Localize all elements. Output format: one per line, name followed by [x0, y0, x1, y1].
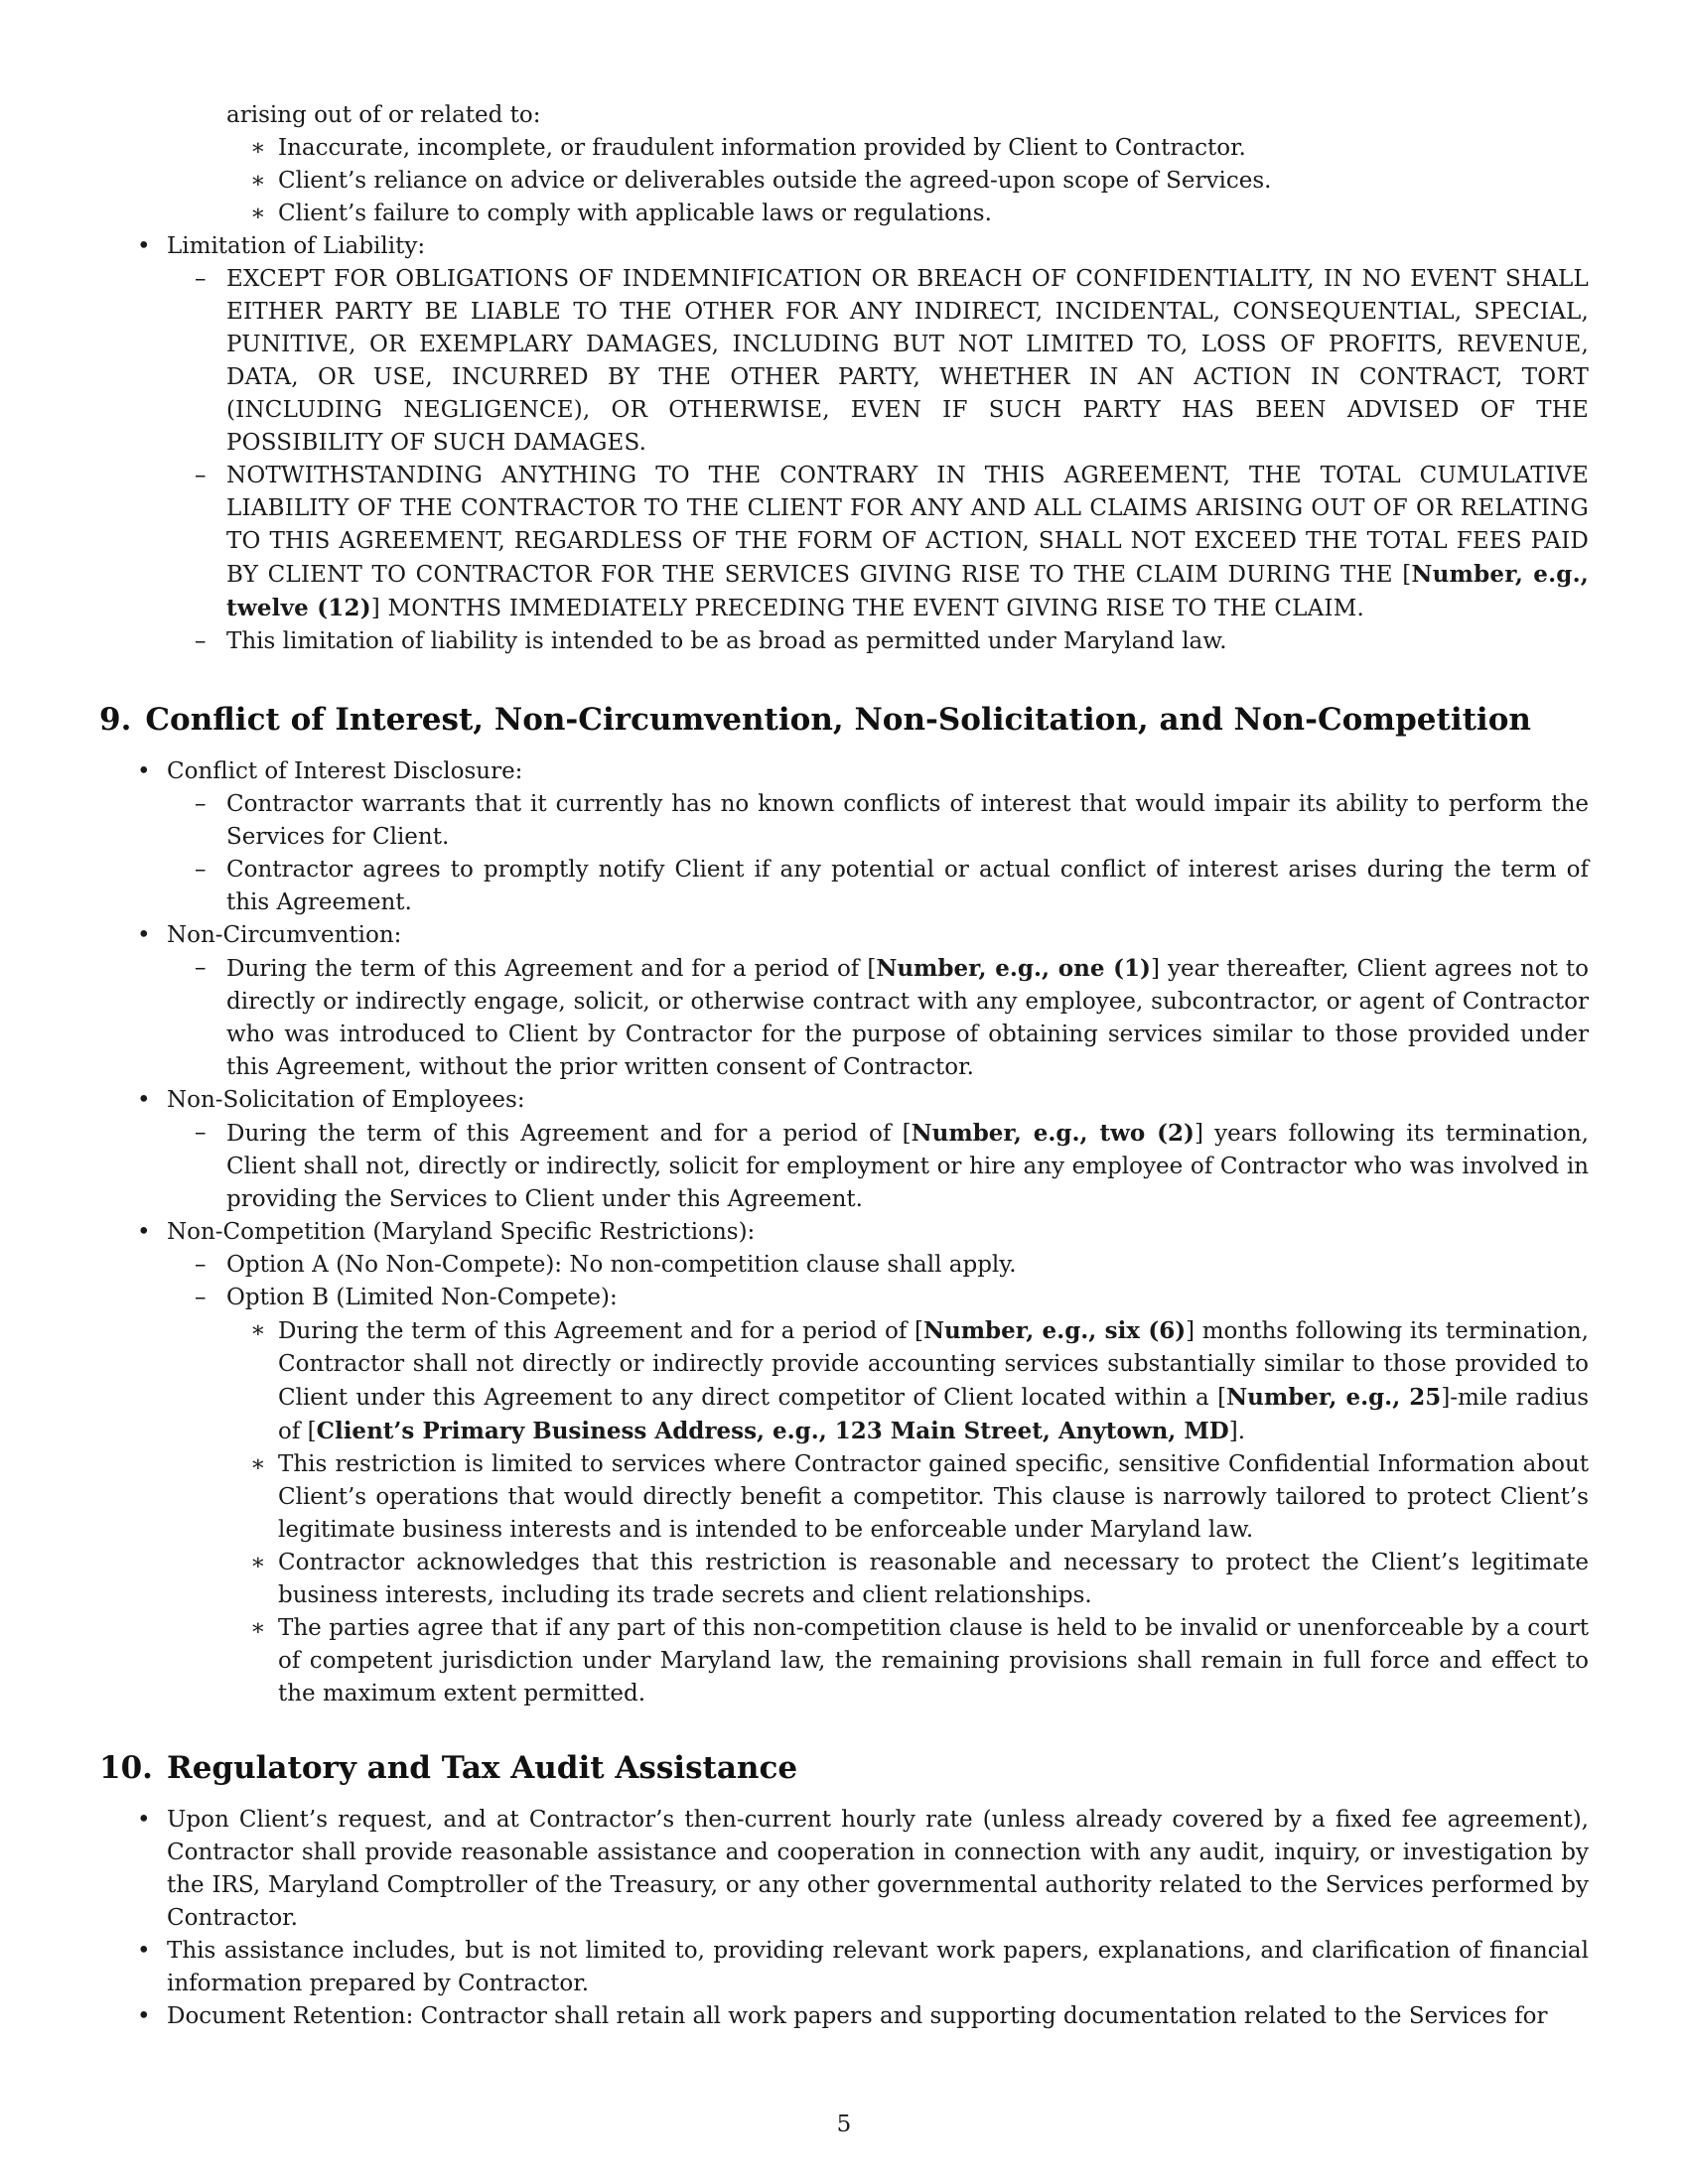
limitation-clause-1: – EXCEPT FOR OBLIGATIONS OF INDEMNIFICATION OR BREACH OF CONFIDENTIALITY, IN NO EVENT SHALL EITHER PARTY BE LIABLE TO THE OTHER FOR ANY INDIRECT, INCIDENTAL, CONSEQUENTIAL, SPECIAL, PUNITIVE, OR EXEMPLARY DAMAGES, INCLUDING BUT NOT LIMITED TO, LOSS OF PROFITS, REVENUE, DATA, OR USE, INCURRED BY THE OTHER PARTY, WHETHER IN AN ACTION IN CONTRACT, TORT (INCLUDING NEGLIGENCE), OR OTHERWISE, EVEN IF SUCH PARTY HAS BEEN ADVISED OF THE POSSIBILITY OF SUCH DAMAGES. [99, 263, 1589, 460]
list-item: • Upon Client’s request, and at Contractor’s then-current hourly rate (unless already covered by a fixed fee agreement), Contractor shall provide reasonable assistance and cooperation in connection with any audit, inquiry, or investigation by the IRS, Maryland Comptroller of the Treasury, or any other governmental authority related to the Services performed by Contractor. [99, 1804, 1589, 1935]
list-item: • Document Retention: Contractor shall retain all work papers and supporting documentation related to the Services for [99, 2000, 1589, 2033]
asterisk-bullet-icon: ∗ [250, 1615, 266, 1641]
non-circumvention-clause: – During the term of this Agreement and for a period of [Number, e.g., one (1)] year thereafter, Client agrees not to directly or indirectly engage, solicit, or otherwise contract with any employee, subcontractor, or agent of Contractor who was introduced to Client by Contractor for the purpose of obtaining services similar to those provided under this Agreement, without the prior written consent of Contractor. [99, 952, 1589, 1084]
dash-bullet-icon: – [195, 1252, 207, 1278]
dash-bullet-icon: – [195, 791, 207, 817]
indemnification-item: ∗ Inaccurate, incomplete, or fraudulent information provided by Client to Contractor. [99, 132, 1589, 165]
indemnification-lead: arising out of or related to: [226, 102, 541, 128]
bullet-icon: • [137, 922, 151, 948]
list-item-non-solicitation: • Non-Solicitation of Employees: [99, 1084, 1589, 1117]
coi-clause-1: – Contractor warrants that it currently has no known conflicts of interest that would impair its ability to perform the Services for Client. [99, 788, 1589, 854]
placeholder-term: Number, e.g., two (2) [911, 1120, 1195, 1147]
dash-bullet-icon: – [195, 1285, 207, 1310]
bullet-icon: • [137, 1807, 151, 1833]
dash-bullet-icon: – [195, 628, 207, 654]
limitation-clause-3: – This limitation of liability is intended to be as broad as permitted under Maryland law. [99, 625, 1589, 658]
indemnification-item: ∗ Client’s reliance on advice or deliverables outside the agreed-upon scope of Services. [99, 165, 1589, 198]
bullet-icon: • [137, 1087, 151, 1113]
option-b: – Option B (Limited Non-Compete): [99, 1282, 1589, 1314]
dash-bullet-icon: – [195, 857, 207, 883]
placeholder-term: Client’s Primary Business Address, e.g., 123 Main Street, Anytown, MD [316, 1418, 1229, 1444]
section-heading-9: 9. Conflict of Interest, Non-Circumvention, Non-Solicitation, and Non-Competition [99, 702, 1531, 738]
dash-bullet-icon: – [195, 955, 207, 981]
asterisk-bullet-icon: ∗ [250, 1550, 266, 1575]
dash-bullet-icon: – [195, 266, 207, 292]
limitation-clause-2: – NOTWITHSTANDING ANYTHING TO THE CONTRARY IN THIS AGREEMENT, THE TOTAL CUMULATIVE LIABILITY OF THE CONTRACTOR TO THE CLIENT FOR ANY AND ALL CLAIMS ARISING OUT OF OR RELATING TO THIS AGREEMENT, REGARDLESS OF THE FORM OF ACTION, SHALL NOT EXCEED THE TOTAL FEES PAID BY CLIENT TO CONTRACTOR FOR THE SERVICES GIVING RISE TO THE CLAIM DURING THE [Number, e.g., twelve (12)] MONTHS IMMEDIATELY PRECEDING THE EVENT GIVING RISE TO THE CLAIM. [99, 460, 1589, 625]
bullet-icon: • [137, 1938, 151, 1964]
bullet-icon: • [137, 2003, 151, 2029]
option-b-item: ∗ Contractor acknowledges that this restriction is reasonable and necessary to protect the Client’s legitimate business interests, including its trade secrets and client relationships. [99, 1547, 1589, 1612]
asterisk-bullet-icon: ∗ [250, 1317, 266, 1343]
bullet-icon: • [137, 758, 151, 784]
list-item-non-circumvention: • Non-Circumvention: [99, 919, 1589, 952]
asterisk-bullet-icon: ∗ [250, 168, 266, 194]
indemnification-item: ∗ Client’s failure to comply with applicable laws or regulations. [99, 198, 1589, 230]
bullet-icon: • [137, 233, 151, 259]
option-b-item: ∗ The parties agree that if any part of this non-competition clause is held to be invalid or unenforceable by a court of competent jurisdiction under Maryland law, the remaining provisions shall remain in full force and effect to the maximum extent permitted. [99, 1612, 1589, 1710]
dash-bullet-icon: – [195, 463, 207, 488]
asterisk-bullet-icon: ∗ [250, 135, 266, 161]
list-item-limitation-of-liability: • Limitation of Liability: [99, 230, 1589, 263]
option-b-item: ∗ This restriction is limited to services where Contractor gained specific, sensitive Confidential Information about Client’s operations that would directly benefit a competitor. This clause is narrowly tailored to protect Client’s legitimate business interests and is intended to be enforceable under Maryland law. [99, 1448, 1589, 1547]
section-heading-10: 10. Regulatory and Tax Audit Assistance [99, 1750, 798, 1786]
option-a: – Option A (No Non-Compete): No non-competition clause shall apply. [99, 1249, 1589, 1282]
placeholder-term: Number, e.g., twelve (12) [226, 561, 1589, 621]
dash-bullet-icon: – [195, 1120, 207, 1146]
page-content [99, 99, 1589, 2033]
non-solicitation-clause: – During the term of this Agreement and for a period of [Number, e.g., two (2)] years following its termination, Client shall not, directly or indirectly, solicit for employment or hire any employee of Contractor who was involved in providing the Services to Client under this Agreement. [99, 1117, 1589, 1216]
placeholder-term: Number, e.g., 25 [1226, 1384, 1442, 1411]
list-item: • This assistance includes, but is not limited to, providing relevant work papers, explanations, and clarification of financial information prepared by Contractor. [99, 1935, 1589, 2000]
list-item-conflict-of-interest: • Conflict of Interest Disclosure: [99, 755, 1589, 788]
asterisk-bullet-icon: ∗ [250, 201, 266, 226]
page-number: 5 [836, 2112, 852, 2137]
bullet-icon: • [137, 1219, 151, 1245]
coi-clause-2: – Contractor agrees to promptly notify Client if any potential or actual conflict of interest arises during the term of this Agreement. [99, 854, 1589, 919]
list-item-non-competition: • Non-Competition (Maryland Specific Restrictions): [99, 1216, 1589, 1249]
option-b-item: ∗ During the term of this Agreement and for a period of [Number, e.g., six (6)] months following its termination, Contractor shall not directly or indirectly provide accounting services substantially similar to those provided to Client under this Agreement to any direct competitor of Client located within a [Number, e.g., 25]-mile radius of [Client’s Primary Business Address, e.g., 123 Main Street, Anytown, MD]. [99, 1314, 1589, 1448]
asterisk-bullet-icon: ∗ [250, 1451, 266, 1477]
placeholder-term: Number, e.g., one (1) [876, 955, 1151, 982]
placeholder-term: Number, e.g., six (6) [922, 1317, 1187, 1344]
